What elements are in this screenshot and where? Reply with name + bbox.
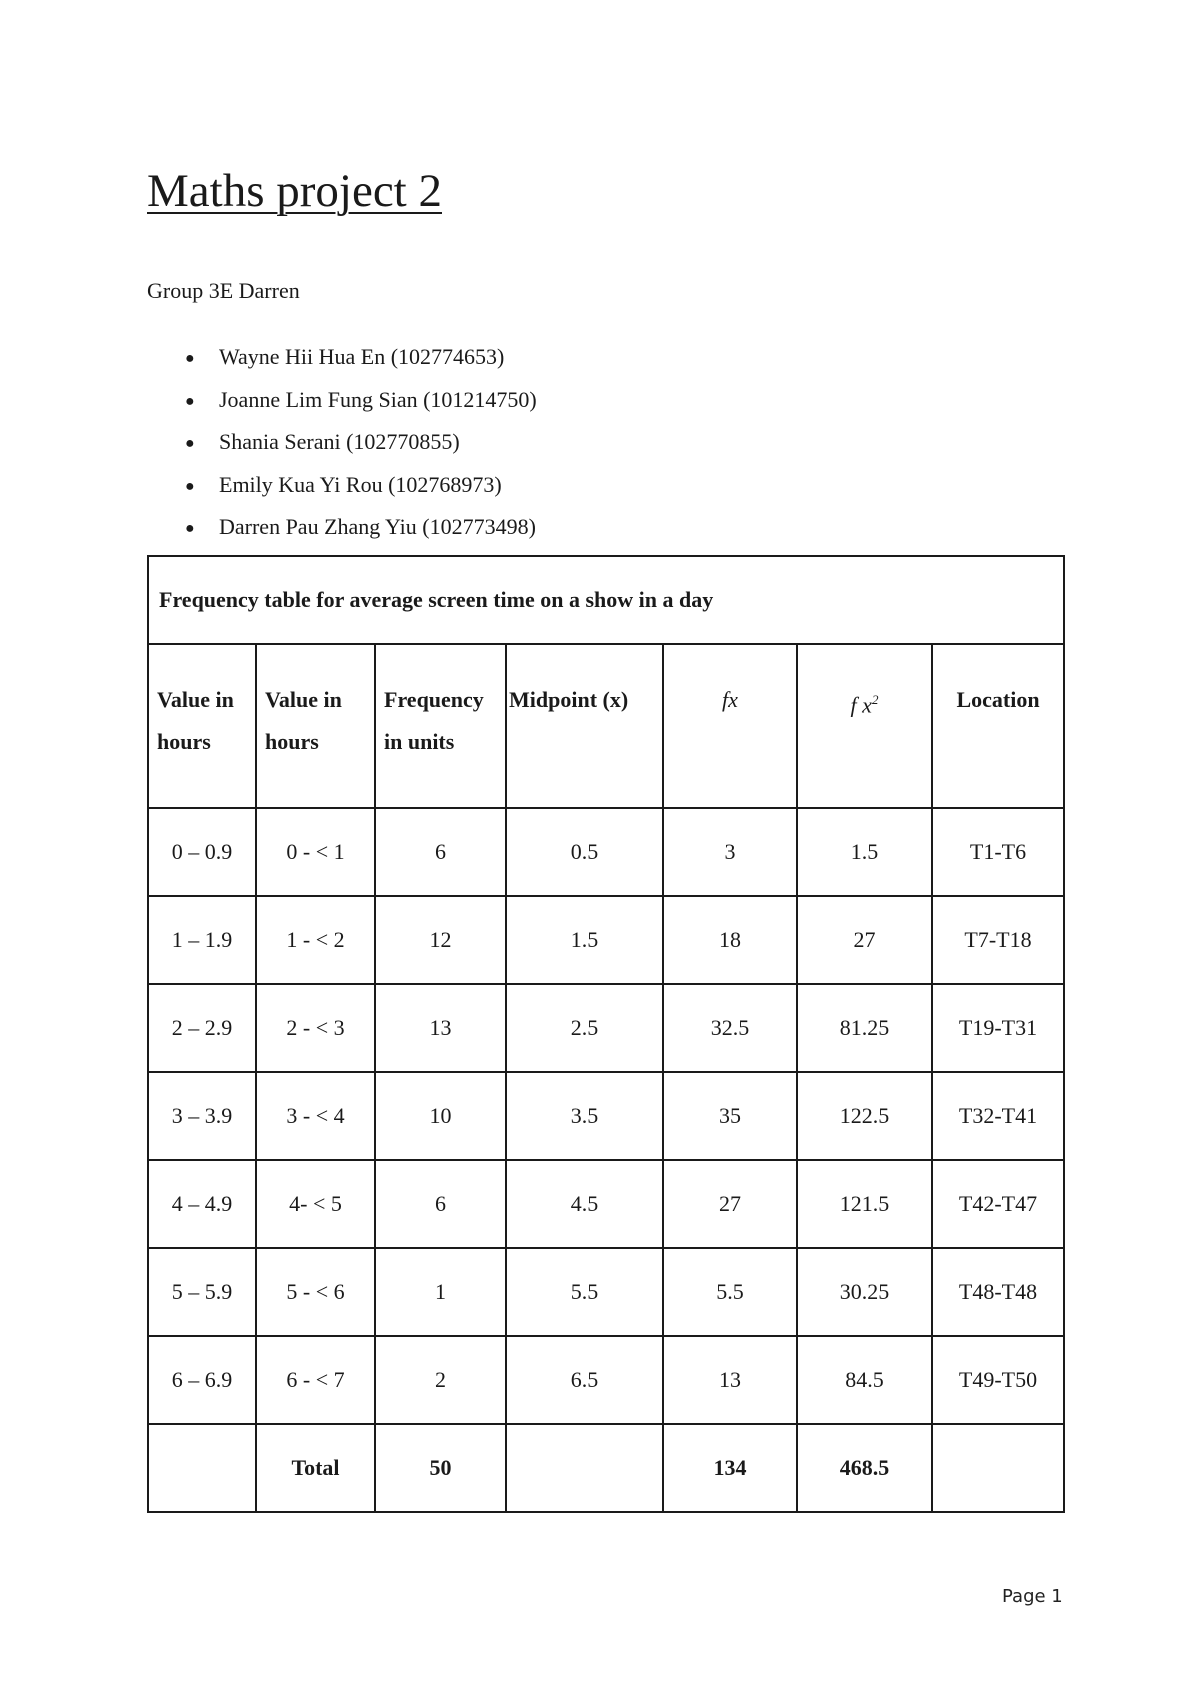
- cell-location: T42-T47: [932, 1160, 1064, 1248]
- cell-frequency: 12: [375, 896, 506, 984]
- table-row: [148, 984, 1064, 1072]
- header-fx: fx: [663, 644, 797, 808]
- cell-range-b: 3 - < 4: [256, 1072, 375, 1160]
- cell-location: T32-T41: [932, 1072, 1064, 1160]
- header-location: Location: [932, 644, 1064, 808]
- table-row: [148, 1336, 1064, 1424]
- cell-midpoint: 5.5: [506, 1248, 663, 1336]
- cell-fx: 3: [663, 808, 797, 896]
- cell-location: T49-T50: [932, 1336, 1064, 1424]
- table-row: [148, 1160, 1064, 1248]
- cell-range-b: 6 - < 7: [256, 1336, 375, 1424]
- cell-frequency: 2: [375, 1336, 506, 1424]
- cell-location: T1-T6: [932, 808, 1064, 896]
- table-row: [148, 896, 1064, 984]
- cell-fx-squared: 27: [797, 896, 932, 984]
- cell-range-a: 3 – 3.9: [148, 1072, 256, 1160]
- list-item: [147, 471, 537, 517]
- cell-fx-squared: 121.5: [797, 1160, 932, 1248]
- cell-fx: 5.5: [663, 1248, 797, 1336]
- list-item: [147, 516, 537, 559]
- header-fx-squared: f $x^2$: [797, 644, 932, 808]
- table-row: [148, 808, 1064, 896]
- member-name: Shania Serani (102770855): [219, 429, 460, 454]
- cell-midpoint: 4.5: [506, 1160, 663, 1248]
- cell-range-a: 0 – 0.9: [148, 808, 256, 896]
- document-title: Maths project 2: [147, 165, 442, 217]
- cell-range-b: 0 - < 1: [256, 808, 375, 896]
- list-item: [147, 431, 537, 474]
- header-value-hours-b: Value in hours: [256, 644, 375, 808]
- cell-frequency: 10: [375, 1072, 506, 1160]
- total-empty-cell: [506, 1424, 663, 1512]
- cell-range-a: 6 – 6.9: [148, 1336, 256, 1424]
- cell-frequency: 13: [375, 984, 506, 1072]
- cell-range-b: 4- < 5: [256, 1160, 375, 1248]
- total-empty-cell: [148, 1424, 256, 1512]
- cell-range-a: 2 – 2.9: [148, 984, 256, 1072]
- cell-fx: 18: [663, 896, 797, 984]
- bullet-icon: ●: [185, 392, 195, 410]
- cell-midpoint: 0.5: [506, 808, 663, 896]
- cell-fx-squared: 30.25: [797, 1248, 932, 1336]
- total-frequency: 50: [375, 1424, 506, 1512]
- table-caption: Frequency table for average screen time on a show in a day: [148, 556, 1064, 644]
- cell-range-a: 5 – 5.9: [148, 1248, 256, 1336]
- header-value-hours-a: Value in hours: [148, 644, 256, 808]
- cell-midpoint: 6.5: [506, 1336, 663, 1424]
- table-total-row: [148, 1424, 1064, 1512]
- cell-range-a: 4 – 4.9: [148, 1160, 256, 1248]
- table-row: [148, 1072, 1064, 1160]
- cell-frequency: 1: [375, 1248, 506, 1336]
- total-empty-cell: [932, 1424, 1064, 1512]
- bullet-icon: ●: [185, 435, 195, 452]
- member-name: Joanne Lim Fung Sian (101214750): [219, 386, 537, 412]
- cell-midpoint: 2.5: [506, 984, 663, 1072]
- group-label: Group 3E Darren: [147, 278, 300, 303]
- total-fx-squared: 468.5: [797, 1424, 932, 1512]
- cell-midpoint: 3.5: [506, 1072, 663, 1160]
- bullet-icon: ●: [185, 520, 195, 537]
- table-header-row: [148, 644, 1064, 808]
- cell-range-b: 5 - < 6: [256, 1248, 375, 1336]
- list-item: [147, 386, 537, 432]
- member-name: Darren Pau Zhang Yiu (102773498): [219, 514, 536, 539]
- cell-location: T7-T18: [932, 896, 1064, 984]
- total-label: Total: [256, 1424, 375, 1512]
- cell-fx: 32.5: [663, 984, 797, 1072]
- member-name: Wayne Hii Hua En (102774653): [219, 344, 505, 369]
- cell-range-b: 1 - < 2: [256, 896, 375, 984]
- cell-fx-squared: 84.5: [797, 1336, 932, 1424]
- total-fx: 134: [663, 1424, 797, 1512]
- bullet-icon: ●: [185, 350, 195, 367]
- cell-midpoint: 1.5: [506, 896, 663, 984]
- cell-fx: 27: [663, 1160, 797, 1248]
- cell-range-a: 1 – 1.9: [148, 896, 256, 984]
- member-list: [147, 346, 537, 559]
- cell-location: T48-T48: [932, 1248, 1064, 1336]
- cell-fx-squared: 122.5: [797, 1072, 932, 1160]
- bullet-icon: ●: [185, 477, 195, 495]
- cell-fx: 13: [663, 1336, 797, 1424]
- cell-frequency: 6: [375, 1160, 506, 1248]
- cell-frequency: 6: [375, 808, 506, 896]
- cell-fx-squared: 1.5: [797, 808, 932, 896]
- cell-fx: 35: [663, 1072, 797, 1160]
- header-midpoint: Midpoint (x): [506, 644, 663, 808]
- header-frequency: Frequency in units: [375, 644, 506, 808]
- cell-fx-squared: 81.25: [797, 984, 932, 1072]
- table-row: [148, 1248, 1064, 1336]
- cell-location: T19-T31: [932, 984, 1064, 1072]
- member-name: Emily Kua Yi Rou (102768973): [219, 471, 502, 497]
- cell-range-b: 2 - < 3: [256, 984, 375, 1072]
- frequency-table: [147, 555, 1065, 1513]
- list-item: [147, 346, 537, 389]
- page-number: Page 1: [1002, 1586, 1063, 1607]
